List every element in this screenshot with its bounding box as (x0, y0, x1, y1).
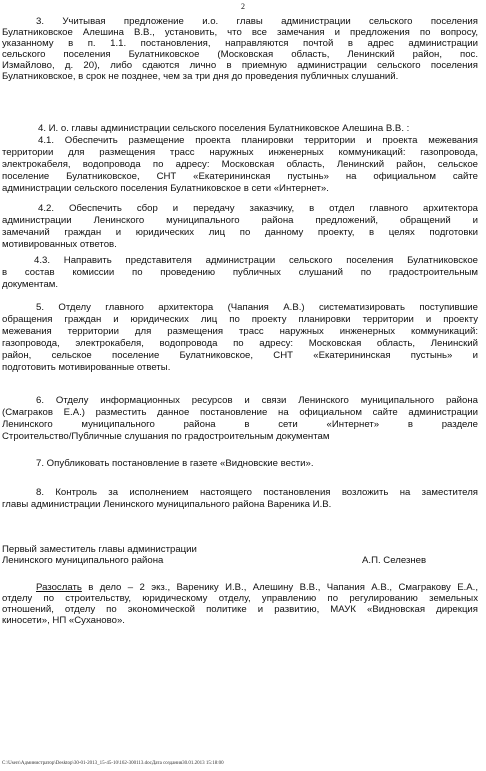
page-number: 2 (241, 2, 245, 11)
body-line: газопровода, электрокабеля, водопровода по адресу: Московская область, Ленинский (2, 338, 478, 349)
body-line: 4. И. о. главы администрации сельского поселения Булатниковское Алешина В.В. : (38, 123, 410, 134)
body-line: замечаний граждан и юридических лиц по данному проекту, в целях подготовки (2, 227, 478, 238)
body-line: администрации Ленинского муниципального района предложений, обращений и (2, 215, 478, 226)
body-line: сельского поселения Булатниковское (Московская область, Ленинский район, пос. (2, 49, 478, 60)
body-line: (Смаграков Е.А.) разместить данное постановление на официальном сайте администрации (2, 407, 478, 418)
body-line: Булатниковское Алешина В.В., установить, что все замечания и предложения по вопросу, (2, 27, 478, 38)
body-line: администрации сельского поселения Булатниковское в сети «Интернет». (2, 183, 329, 194)
file-path-footer: C:\Users\Администратор\Desktop\30-01-2013_15-45-10\162-300113.docДата создания30.01.2013 15:18:00 (2, 761, 224, 766)
body-line: 8. Контроль за исполнением настоящего постановления возложить на заместителя (36, 487, 478, 498)
body-line: Строительство/Публичные слушания по градостроительным документам (2, 431, 330, 442)
body-line: 3. Учитывая предложение и.о. главы администрации сельского поселения (36, 16, 478, 27)
body-line: 4.2. Обеспечить сбор и передачу заказчику, в отдел главного архитектора (38, 203, 478, 214)
distribution-line1-text: в дело – 2 экз., Варенику И.В., Алешину В.В., Чапания А.В., Смагракову Е.А., (81, 582, 478, 593)
body-line: межевания территории для размещения трасс наружных инженерных коммуникаций: (2, 326, 478, 337)
body-line: 4.1. Обеспечить размещение проекта планировки территории и проекта межевания (38, 135, 478, 146)
body-line: 6. Отделу информационных ресурсов и связи Ленинского муниципального района (36, 395, 478, 406)
distribution-label: Разослать (36, 582, 82, 593)
distribution-line2: отделу по строительству, юридическому отделу, управлению по регулированию земельных (2, 593, 478, 604)
body-line: обращения граждан и юридических лиц по проекту планировки территории и проекту (2, 314, 478, 325)
distribution-line1 (2, 582, 478, 593)
body-line: поселение Булатниковское, СНТ «Екатерининская пустынь» на официальном сайте (2, 171, 478, 182)
body-line: 4.3. Направить представителя администрации сельского поселения Булатниковское (34, 255, 478, 266)
body-line: документам. (2, 279, 59, 290)
body-line: мотивированных ответов. (2, 239, 117, 250)
body-line: Ленинского муниципального района в сети «Интернет» в разделе (2, 419, 478, 430)
body-line: район, сельское поселение Булатниковское, СНТ «Екатерининская пустынь» и (2, 350, 478, 361)
body-line: Булатниковское, в срок не позднее, чем за три дня до проведения публичных слушаний. (2, 71, 399, 82)
body-line: в состав комиссии по проведению публичных слушаний по градостроительным (2, 267, 478, 278)
distribution-line3: отношений, отделу по экономической политике и развитию, МАУК «Видновская дирекция (2, 604, 478, 615)
body-line: Измайлово, д. 20), либо сдаются лично в приемную администрации сельского поселения (2, 60, 478, 71)
body-line: территории для размещения трасс наружных инженерных коммуникаций: газопровода, (2, 147, 478, 158)
signature-position-line2: Ленинского муниципального района (2, 555, 164, 566)
body-line: главы администрации Ленинского муниципального района Вареника И.В. (2, 499, 332, 510)
signature-name: А.П. Селезнев (362, 555, 427, 566)
body-line: 7. Опубликовать постановление в газете «Видновские вести». (36, 458, 314, 469)
body-line: электрокабеля, водопровода по адресу: Московская область, Ленинский район, сельское (2, 159, 478, 170)
distribution-line4: киносети», НП «Суханово». (2, 615, 125, 626)
signature-position-line1: Первый заместитель главы администрации (2, 544, 197, 555)
body-line: 5. Отделу главного архитектора (Чапания А.В.) систематизировать поступившие (36, 302, 478, 313)
body-line: указанному в п. 1.1. постановления, направляются почтой в адрес администрации (2, 38, 478, 49)
body-line: подготовить мотивированные ответы. (2, 362, 171, 373)
